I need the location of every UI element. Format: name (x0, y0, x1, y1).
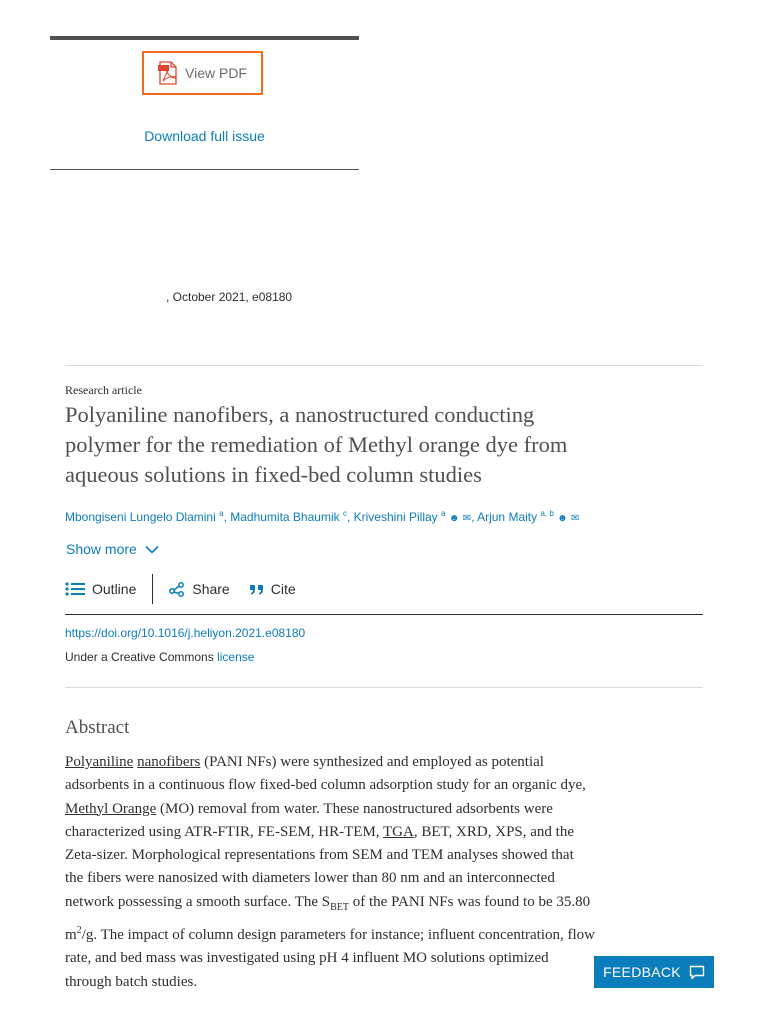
author-affiliation[interactable]: a (219, 509, 224, 518)
view-pdf-label: View PDF (185, 65, 247, 81)
topic-link-tga[interactable]: TGA (383, 823, 414, 840)
chat-bubble-icon (689, 965, 705, 980)
issue-info: , October 2021, e08180 (166, 290, 293, 304)
email-icon[interactable]: ✉ (571, 513, 580, 524)
abstract-body (65, 751, 595, 994)
license-prefix: Under a Creative Commons (65, 650, 214, 664)
author-list: Mbongiseni Lungelo Dlamini $^a$, Madhumita Bhaumik $^c$, Kriveshini Pillay $^a$ ☻ ✉, Arjun Maity $^{a, b}$ ☻ ✉ (65, 509, 580, 524)
email-icon[interactable]: ✉ (462, 513, 472, 524)
view-pdf-button[interactable] (142, 51, 263, 95)
person-icon[interactable]: ☻ (557, 513, 568, 524)
sidebar-bottom-rule (50, 169, 359, 170)
topic-link-methyl-orange[interactable]: Methyl Orange (65, 800, 157, 817)
author-affiliation[interactable]: a, b (540, 509, 554, 518)
share-button[interactable] (169, 581, 229, 597)
outline-label: Outline (92, 581, 137, 597)
show-more-label: Show more (66, 541, 137, 557)
author-link[interactable]: Arjun Maity (477, 510, 538, 524)
share-label: Share (192, 581, 230, 597)
abstract-text-segment: (PANI NFs) were synthesized and employed as potential adsorbents in a continuous flow fixed-bed column adsorption study for an organic dye, (65, 754, 586, 794)
author-link[interactable]: Kriveshini Pillay (353, 510, 438, 524)
author-link[interactable]: Mbongiseni Lungelo Dlamini (65, 510, 216, 524)
abstract-text-segment: of the PANI NFs was found to be 35.80 m (65, 893, 591, 944)
quote-icon (250, 583, 264, 595)
abstract-text-segment: , BET, XRD, XPS, and the Zeta-sizer. Morphological representations from SEM and TEM analyses showed that the fibers were nanosized with diameters lower than 80 nm and an interconnected network possessing a smooth surface. The S (65, 823, 574, 910)
abstract-heading: Abstract (65, 717, 130, 738)
article-toolbar (65, 574, 296, 604)
download-full-issue-link[interactable]: Download full issue (144, 128, 265, 144)
author-link[interactable]: Madhumita Bhaumik (230, 510, 340, 524)
license-line (65, 650, 254, 664)
cite-button[interactable] (250, 581, 296, 597)
person-icon[interactable]: ☻ (448, 513, 460, 524)
abstract-text-segment: (MO) removal from water. These nanostructured adsorbents were characterized using ATR-FTIR, FE-SEM, HR-TEM, (65, 800, 553, 840)
show-more-button[interactable] (66, 541, 159, 557)
header-divider (65, 365, 703, 366)
author-affiliation[interactable]: c (342, 509, 347, 518)
share-icon (169, 581, 185, 597)
abstract-text-segment: /g. The impact of column design parameters for instance; influent concentration, flow rate, and bed mass was investigated using pH 4 influent MO solutions optimized through batch studies. (65, 927, 595, 990)
author-affiliation[interactable]: a (441, 509, 446, 518)
sidebar-top-rule (50, 36, 359, 40)
list-icon (65, 581, 85, 597)
toolbar-divider (65, 614, 703, 615)
subscript-bet: BET (330, 901, 349, 913)
cite-label: Cite (270, 581, 296, 597)
feedback-label: FEEDBACK (603, 964, 681, 980)
superscript-2: 2 (76, 925, 82, 937)
pdf-icon (158, 61, 178, 85)
doi-link[interactable]: https://doi.org/10.1016/j.heliyon.2021.e08180 (65, 626, 306, 640)
abstract-divider (65, 687, 703, 688)
feedback-button[interactable] (594, 956, 714, 988)
chevron-down-icon (145, 545, 159, 554)
license-link[interactable]: license (217, 650, 255, 664)
article-title: Polyaniline nanofibers, a nanostructured conducting polymer for the remediation of Methyl orange dye from aqueous solutions in fixed-bed column studies (65, 402, 568, 487)
toolbar-separator (152, 574, 153, 604)
outline-button[interactable] (65, 581, 136, 597)
article-type-label: Research article (65, 383, 142, 397)
topic-link-polyaniline[interactable]: Polyaniline (65, 754, 134, 770)
topic-link-nanofibers[interactable]: nanofibers (137, 754, 201, 770)
